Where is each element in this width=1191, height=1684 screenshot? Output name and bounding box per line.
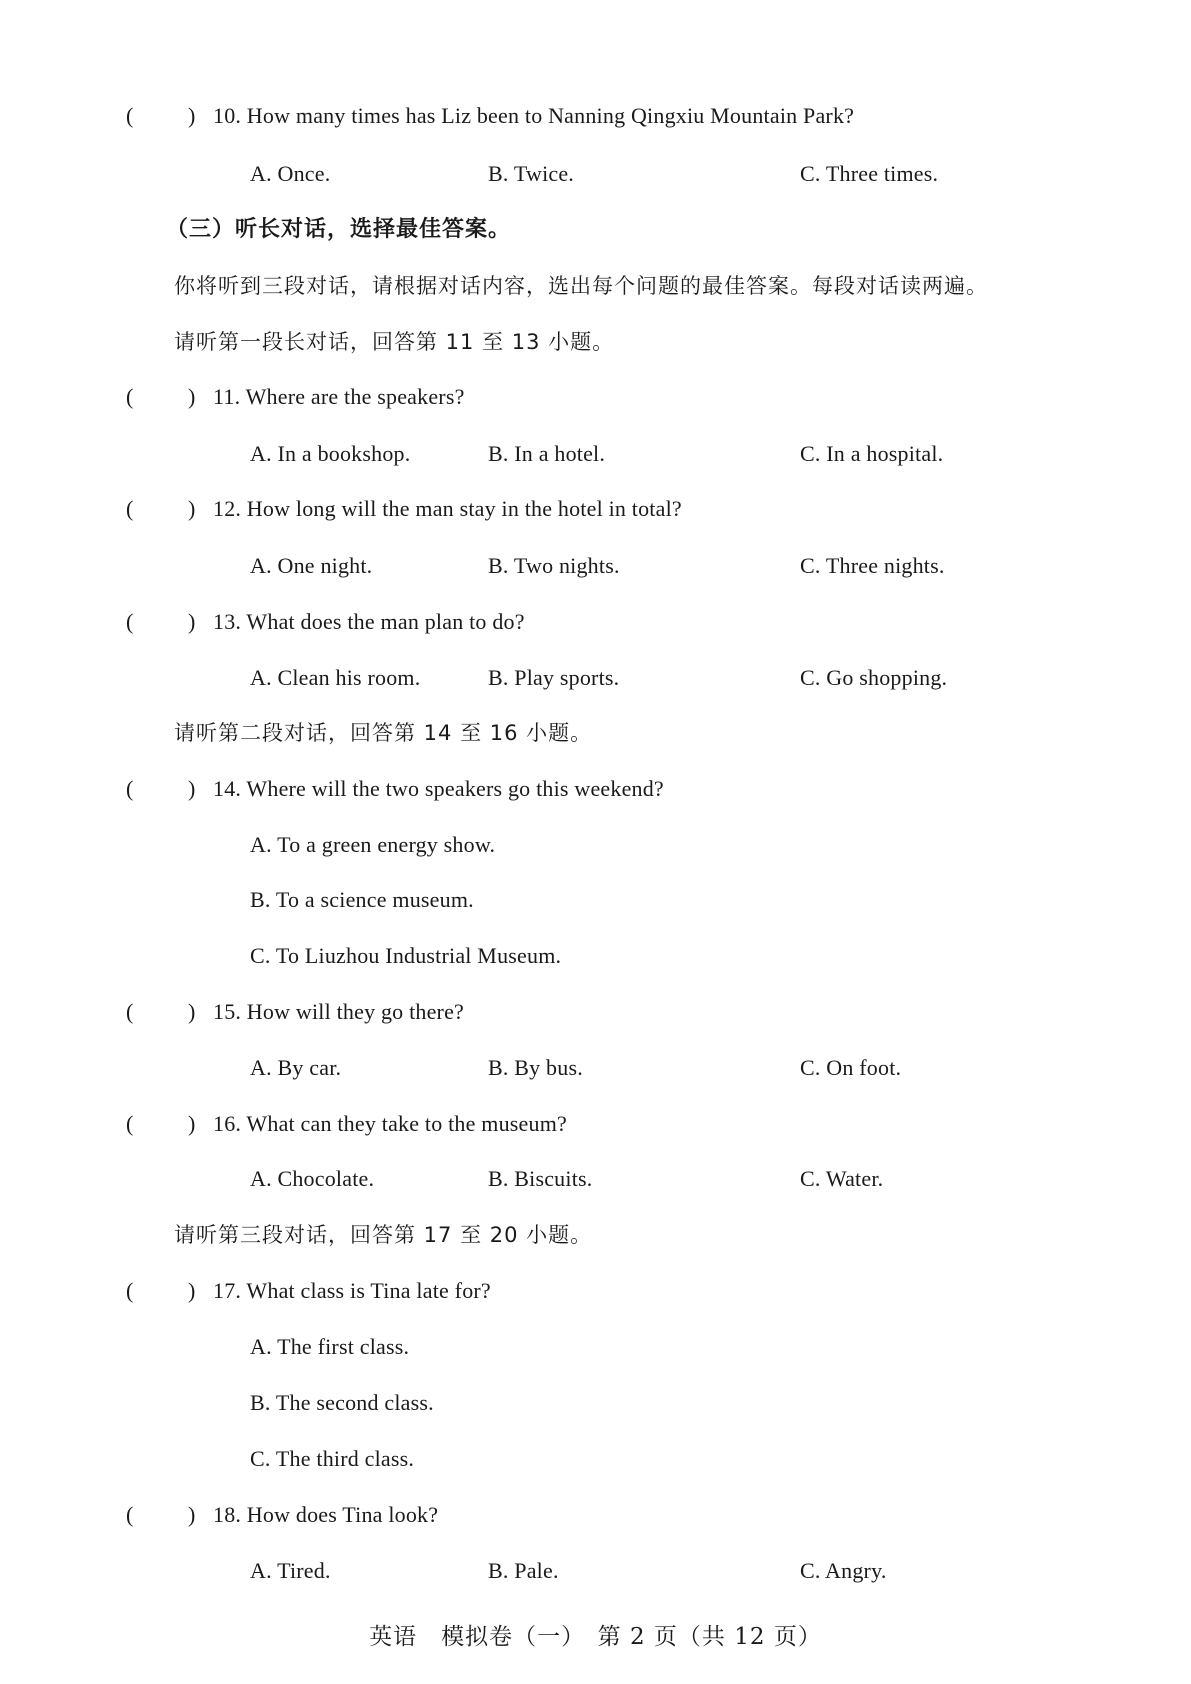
question-14-option-c	[250, 942, 561, 970]
option-a: A. Clean his room.	[250, 665, 421, 690]
answer-bracket-open: (	[126, 384, 134, 409]
question-17-option-c	[250, 1445, 414, 1473]
question-16-text: 16. What can they take to the museum?	[213, 1111, 567, 1136]
option-a: A. Chocolate.	[250, 1166, 375, 1191]
question-15	[0, 998, 1191, 1026]
question-16-options	[0, 1165, 1191, 1193]
option-a: A. In a bookshop.	[250, 441, 411, 466]
option-a: A. Once.	[250, 161, 331, 186]
answer-bracket-open: (	[126, 1111, 134, 1136]
question-12-text: 12. How long will the man stay in the hotel in total?	[213, 496, 682, 521]
answer-bracket-close: )	[188, 1111, 196, 1136]
option-b: B. To a science museum.	[250, 887, 474, 912]
dialog-2-intro: 请听第二段对话，回答第 14 至 16 小题。	[174, 721, 593, 745]
option-b: B. In a hotel.	[488, 441, 606, 466]
question-15-text: 15. How will they go there?	[213, 999, 465, 1024]
answer-bracket-open: (	[126, 1278, 134, 1303]
answer-bracket-close: )	[188, 1278, 196, 1303]
answer-bracket-open: (	[126, 999, 134, 1024]
answer-bracket-close: )	[188, 496, 196, 521]
answer-bracket-close: )	[188, 609, 196, 634]
question-13-text: 13. What does the man plan to do?	[213, 609, 525, 634]
option-b: B. The second class.	[250, 1390, 434, 1415]
option-c: C. Angry.	[800, 1558, 887, 1583]
dialog-3-intro: 请听第三段对话，回答第 17 至 20 小题。	[174, 1223, 593, 1247]
question-16	[0, 1110, 1191, 1138]
answer-bracket-close: )	[188, 776, 196, 801]
option-c: C. On foot.	[800, 1055, 902, 1080]
answer-bracket-close: )	[188, 103, 196, 128]
option-c: C. Water.	[800, 1166, 884, 1191]
option-b: B. Two nights.	[488, 553, 620, 578]
question-18	[0, 1501, 1191, 1529]
question-17-option-a	[250, 1333, 409, 1361]
option-c: C. The third class.	[250, 1446, 415, 1471]
question-10-options	[0, 160, 1191, 188]
option-c: C. Go shopping.	[800, 665, 948, 690]
answer-bracket-open: (	[126, 103, 134, 128]
answer-bracket-close: )	[188, 384, 196, 409]
answer-bracket-open: (	[126, 1502, 134, 1527]
question-14-text: 14. Where will the two speakers go this weekend?	[213, 776, 664, 801]
question-18-text: 18. How does Tina look?	[213, 1502, 439, 1527]
option-a: A. By car.	[250, 1055, 342, 1080]
question-15-options	[0, 1054, 1191, 1082]
question-12-options	[0, 552, 1191, 580]
question-14	[0, 775, 1191, 803]
dialog-1-intro: 请听第一段长对话，回答第 11 至 13 小题。	[174, 330, 615, 354]
question-17-option-b	[250, 1389, 434, 1417]
question-10-text: 10. How many times has Liz been to Nanning Qingxiu Mountain Park?	[213, 103, 855, 128]
option-a: A. Tired.	[250, 1558, 331, 1583]
option-a: A. One night.	[250, 553, 373, 578]
question-11-options	[0, 440, 1191, 468]
answer-bracket-open: (	[126, 496, 134, 521]
option-b: B. Pale.	[488, 1558, 559, 1583]
question-12	[0, 495, 1191, 523]
answer-bracket-open: (	[126, 776, 134, 801]
question-13	[0, 608, 1191, 636]
section-instruction: 你将听到三段对话，请根据对话内容，选出每个问题的最佳答案。每段对话读两遍。	[174, 274, 988, 298]
option-a: A. To a green energy show.	[250, 832, 496, 857]
question-13-options	[0, 664, 1191, 692]
question-18-options	[0, 1557, 1191, 1585]
option-b: B. Play sports.	[488, 665, 620, 690]
option-b: B. By bus.	[488, 1055, 583, 1080]
answer-bracket-close: )	[188, 1502, 196, 1527]
answer-bracket-open: (	[126, 609, 134, 634]
question-17-text: 17. What class is Tina late for?	[213, 1278, 491, 1303]
question-11-text: 11. Where are the speakers?	[213, 384, 465, 409]
question-14-option-b	[250, 886, 474, 914]
option-c: C. To Liuzhou Industrial Museum.	[250, 943, 562, 968]
page-footer: 英语 模拟卷（一） 第 2 页（共 12 页）	[369, 1624, 822, 1650]
question-17	[0, 1277, 1191, 1305]
option-b: B. Twice.	[488, 161, 575, 186]
option-b: B. Biscuits.	[488, 1166, 593, 1191]
section-title: （三）听长对话，选择最佳答案。	[166, 217, 512, 242]
option-c: C. Three nights.	[800, 553, 945, 578]
question-14-option-a	[250, 831, 495, 859]
answer-bracket-close: )	[188, 999, 196, 1024]
option-c: C. Three times.	[800, 161, 939, 186]
question-10	[0, 102, 1191, 130]
option-c: C. In a hospital.	[800, 441, 944, 466]
option-a: A. The first class.	[250, 1334, 410, 1359]
question-11	[0, 383, 1191, 411]
